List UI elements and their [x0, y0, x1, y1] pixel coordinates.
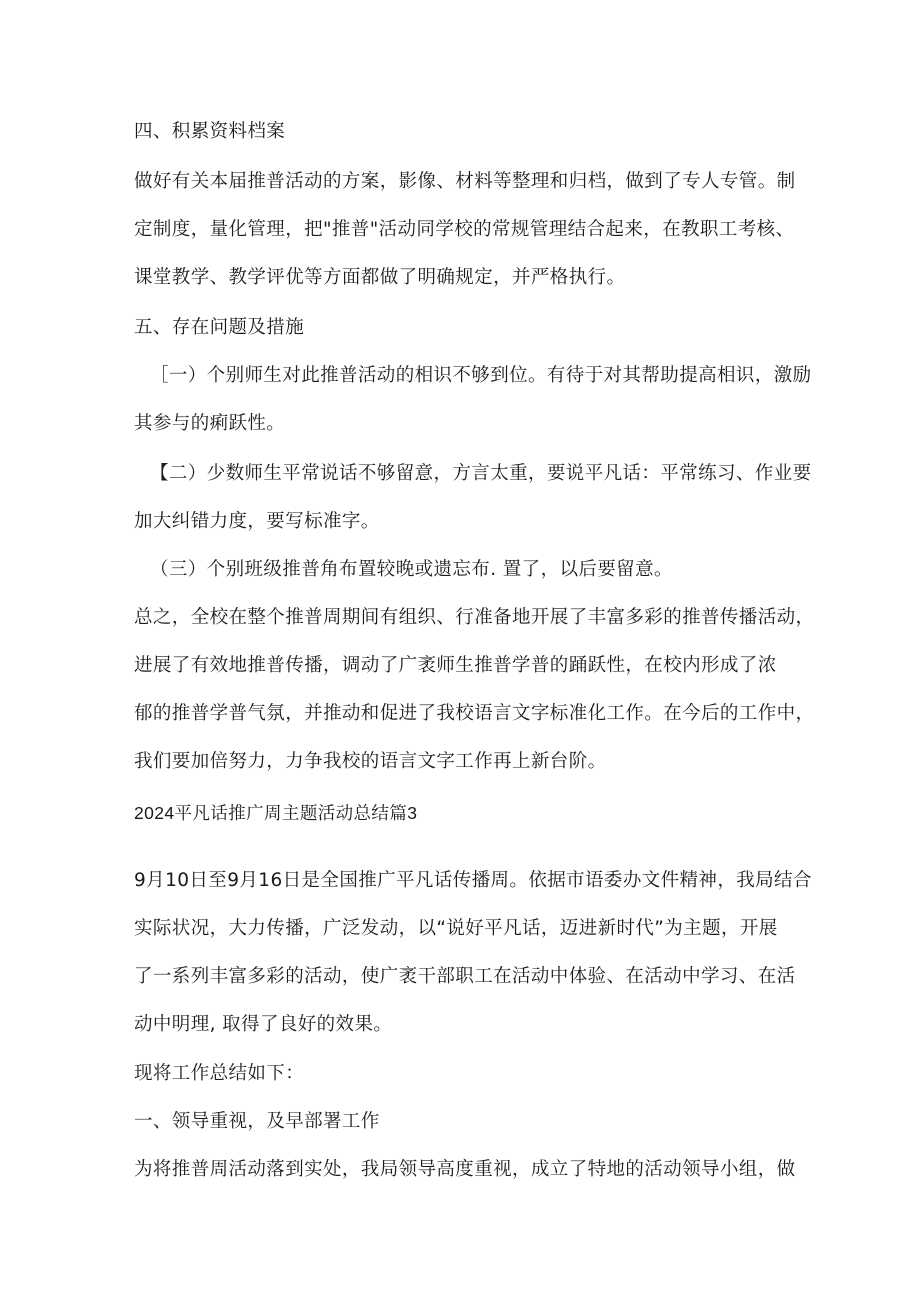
- article-intro-line-2: 实际状况，大力传播，广泛发动，以“说好平凡话，迈进新时代”为主题，开展: [134, 918, 778, 939]
- section5-item2-line-2: 加大纠错力度，要写标准字。: [134, 511, 380, 532]
- section5-heading: 五、存在问题及措施: [134, 317, 305, 338]
- section5-item1-line-1: ［一）个别师生对此推普活动的相识不够到位。有待于对其帮助提高相识，激励: [150, 365, 812, 386]
- summary-line-2: 进展了有效地推普传播，调动了广袤师生推普学普的踊跃性，在校内形成了浓: [134, 655, 777, 676]
- section4-line-1: 做好有关本届推普活动的方案，影像、材料等整理和归档，做到了专人专管。制: [134, 171, 796, 192]
- section5-item2-line-1: 【二）少数师生平常说话不够留意，方言太重，要说平凡话：平常练习、作业要: [150, 463, 812, 484]
- article-intro-line-4: 动中明理, 取得了良好的效果。: [134, 1014, 393, 1035]
- section4-line-3: 课堂教学、教学评优等方面都做了明确规定，并严格执行。: [134, 267, 626, 288]
- summary-line-3: 郁的推普学普气氛，并推动和促进了我校语言文字标准化工作。在今后的工作中，: [134, 703, 815, 724]
- article-title: 2024平凡话推广周主题活动总结篇3: [134, 803, 418, 823]
- section4-heading: 四、积累资料档案: [134, 121, 286, 142]
- article-intro-line-1: 9月10日至9月16日是全国推广平凡话传播周。依据市语委办文件精神，我局结合: [134, 870, 812, 891]
- summary-intro: 现将工作总结如下：: [134, 1063, 305, 1084]
- section4-line-2: 定制度，量化管理，把"推普"活动同学校的常规管理结合起来，在教职工考核、: [134, 219, 795, 240]
- article-intro-line-3: 了一系列丰富多彩的活动，使广袤干部职工在活动中体验、在活动中学习、在活: [134, 966, 796, 987]
- section1-heading: 一、领导重视，及早部署工作: [134, 1111, 380, 1132]
- section5-item1-line-2: 其参与的痢跃性。: [134, 413, 286, 434]
- section1-line-1: 为将推普周活动落到实处，我局领导高度重视，成立了特地的活动领导小组，做: [134, 1159, 796, 1180]
- section5-item3-line-1: （三）个别班级推普角布置较晚或遗忘布. 置了，以后要留意。: [150, 559, 673, 580]
- summary-line-1: 总之，全校在整个推普周期间有组织、行准备地开展了丰富多彩的推普传播活动，: [134, 607, 815, 628]
- summary-line-4: 我们要加倍努力，力争我校的语言文字工作再上新台阶。: [134, 751, 607, 772]
